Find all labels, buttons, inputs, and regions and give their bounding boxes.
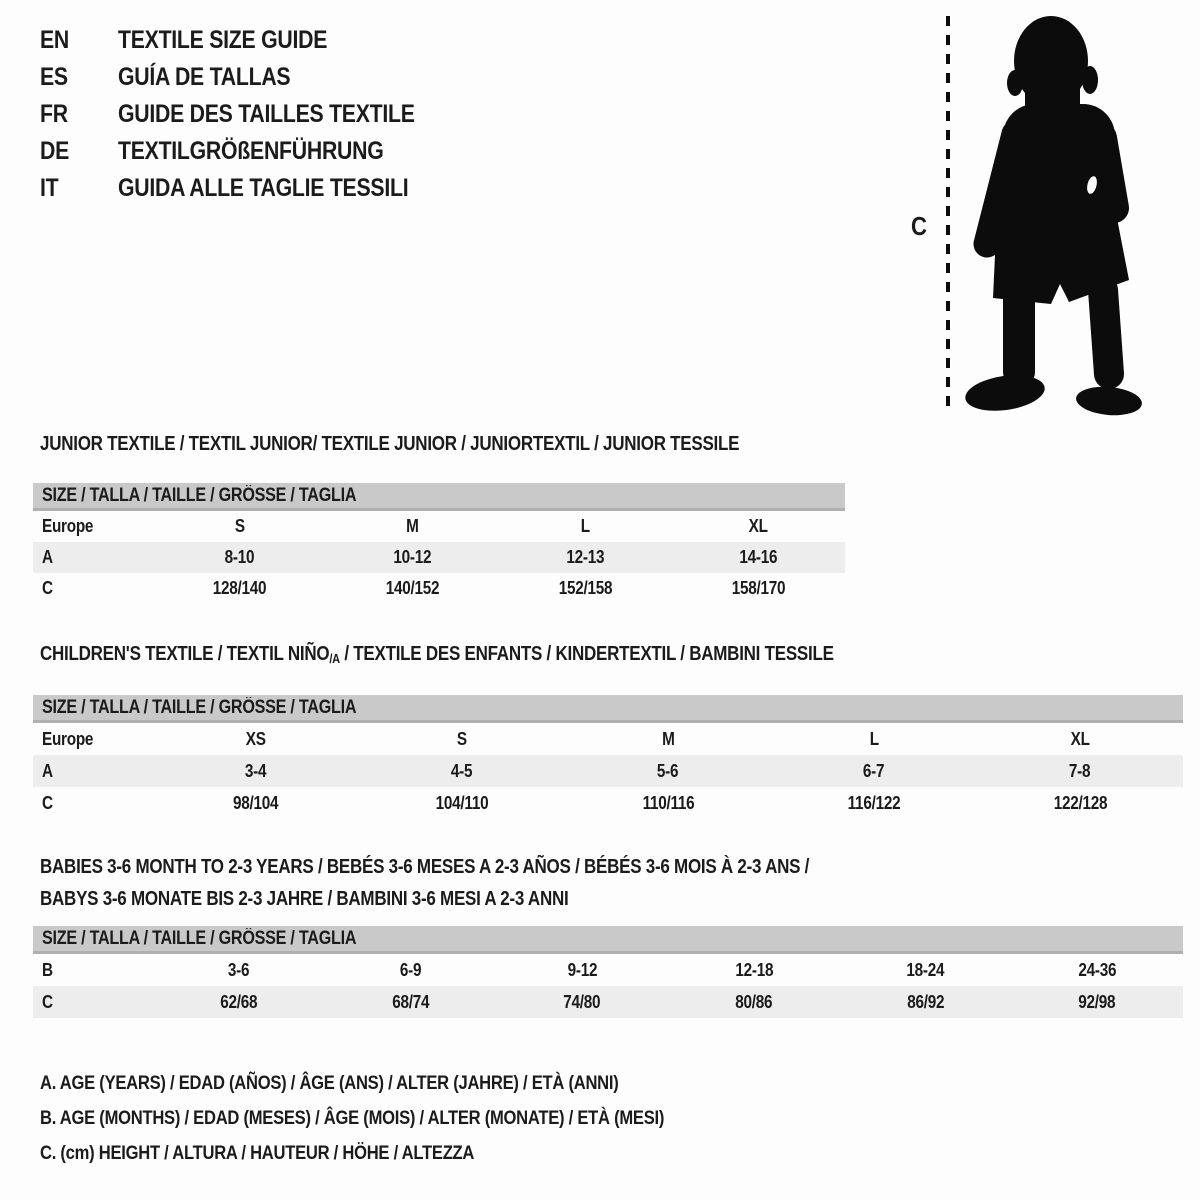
row-label: Europe <box>42 516 94 536</box>
table-cell: XL <box>748 516 769 536</box>
table-cell: 12-18 <box>734 959 773 980</box>
size-table-header: SIZE / TALLA / TAILLE / GRÖSSE / TAGLIA <box>33 483 845 511</box>
table-cell: 110/116 <box>642 792 694 813</box>
table-row-height-cm <box>33 573 845 604</box>
table-row-height-cm <box>33 787 1183 819</box>
table-cell: 3-6 <box>228 959 250 980</box>
title-subscript: /A <box>329 651 340 666</box>
table-cell: 158/170 <box>731 578 786 598</box>
table-cell: 80/86 <box>735 991 773 1012</box>
table-cell: 98/104 <box>233 792 279 813</box>
row-label: Europe <box>42 728 94 749</box>
table-cell: 74/80 <box>563 991 601 1012</box>
guide-title-es: GUÍA DE TALLAS <box>118 63 291 91</box>
row-label: C <box>42 578 53 598</box>
height-measure-label: C <box>911 211 927 241</box>
table-cell: 5-6 <box>657 760 679 781</box>
table-cell: XL <box>1070 728 1090 749</box>
table-cell: 140/152 <box>385 578 440 598</box>
table-cell: L <box>580 516 591 536</box>
row-label: C <box>42 792 53 813</box>
row-label: B <box>42 959 53 980</box>
row-label: A <box>42 547 53 567</box>
table-cell: 128/140 <box>212 578 267 598</box>
table-cell: 152/158 <box>558 578 613 598</box>
legend-line-c: C. (cm) HEIGHT / ALTURA / HAUTEUR / HÖHE / ALTEZZA <box>40 1142 475 1164</box>
table-cell: M <box>406 516 419 536</box>
table-cell: 14-16 <box>739 547 778 567</box>
language-code: ES <box>40 63 68 91</box>
size-table-header: SIZE / TALLA / TAILLE / GRÖSSE / TAGLIA <box>33 695 1183 723</box>
table-cell: 12-13 <box>566 547 605 567</box>
language-code: DE <box>40 137 70 165</box>
table-cell: 7-8 <box>1069 760 1091 781</box>
table-cell: 116/122 <box>847 792 901 813</box>
guide-title-de: TEXTILGRÖßENFÜHRUNG <box>118 137 384 165</box>
children-size-table <box>33 695 1183 819</box>
legend-line-a: A. AGE (YEARS) / EDAD (AÑOS) / ÂGE (ANS) / ALTER (JAHRE) / ETÀ (ANNI) <box>40 1072 619 1094</box>
babies-section <box>33 851 1183 1018</box>
guide-title-en: TEXTILE SIZE GUIDE <box>118 26 328 54</box>
language-row-de <box>40 133 467 170</box>
table-cell: L <box>869 728 879 749</box>
table-row-europe <box>33 723 1183 755</box>
table-row-age-years <box>33 755 1183 787</box>
height-measure-line <box>944 12 952 418</box>
table-cell: 18-24 <box>906 959 945 980</box>
table-cell: 9-12 <box>567 959 597 980</box>
size-table-header: SIZE / TALLA / TAILLE / GRÖSSE / TAGLIA <box>33 926 1183 954</box>
guide-title-fr: GUIDE DES TAILLES TEXTILE <box>118 100 415 128</box>
guide-title-it: GUIDA ALLE TAGLIE TESSILI <box>118 174 409 202</box>
language-code: IT <box>40 174 59 202</box>
table-cell: 122/128 <box>1053 792 1107 813</box>
row-label: C <box>42 991 53 1012</box>
junior-section-title: JUNIOR TEXTILE / TEXTIL JUNIOR/ TEXTILE JUNIOR / JUNIORTEXTIL / JUNIOR TESSILE <box>40 433 740 455</box>
table-cell: 62/68 <box>220 991 258 1012</box>
language-row-it <box>40 170 467 207</box>
language-row-fr <box>40 96 467 133</box>
table-cell: M <box>661 728 675 749</box>
table-cell: 8-10 <box>224 547 255 567</box>
table-row-age-months <box>33 954 1183 986</box>
toddler-silhouette-icon <box>963 12 1143 418</box>
language-code: FR <box>40 100 68 128</box>
babies-section-title: BABIES 3-6 MONTH TO 2-3 YEARS / BEBÉS 3-6 MESES A 2-3 AÑOS / BÉBÉS 3-6 MOIS À 2-3 ANS / BABYS 3-6 MONATE BIS 2-3 JAHRE / BAMBINI 3-6 MESI A 2-3 ANNI <box>40 856 810 910</box>
table-row-height-cm <box>33 986 1183 1018</box>
table-cell: 104/110 <box>435 792 489 813</box>
babies-size-table <box>33 926 1183 1018</box>
abc-legend <box>40 1066 774 1171</box>
language-row-es <box>40 59 467 96</box>
junior-size-table <box>33 483 845 604</box>
children-section <box>33 643 1183 819</box>
table-cell: 4-5 <box>451 760 473 781</box>
table-row-age-years <box>33 542 845 573</box>
children-section-title: CHILDREN'S TEXTILE / TEXTIL $NIÑO_{/A}$ / TEXTILE DES ENFANTS / KINDERTEXTIL / BAMBINI TESSILE <box>40 643 834 666</box>
row-label: A <box>42 760 53 781</box>
table-cell: S <box>234 516 245 536</box>
language-code: EN <box>40 26 70 54</box>
junior-section <box>33 433 845 604</box>
language-title-list <box>40 22 467 207</box>
table-cell: 24-36 <box>1078 959 1117 980</box>
table-cell: 92/98 <box>1078 991 1116 1012</box>
table-cell: 86/92 <box>907 991 945 1012</box>
table-cell: S <box>457 728 467 749</box>
table-cell: 6-9 <box>399 959 422 980</box>
table-cell: 10-12 <box>393 547 432 567</box>
table-cell: 6-7 <box>863 760 885 781</box>
table-cell: 68/74 <box>392 991 430 1012</box>
language-row-en <box>40 22 467 59</box>
table-row-europe <box>33 511 845 542</box>
table-cell: XS <box>246 728 266 749</box>
table-cell: 3-4 <box>245 760 267 781</box>
legend-line-b: B. AGE (MONTHS) / EDAD (MESES) / ÂGE (MOIS) / ALTER (MONATE) / ETÀ (MESI) <box>40 1107 665 1129</box>
